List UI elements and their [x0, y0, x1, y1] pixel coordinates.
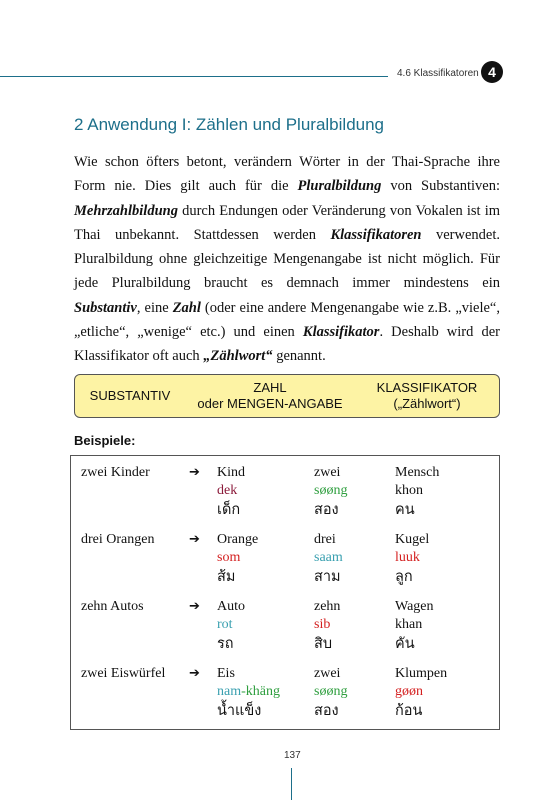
number-german: zwei	[314, 465, 341, 480]
formula-box	[74, 374, 500, 418]
number-cell	[314, 665, 347, 721]
noun-thai: น้ำแข็ง	[217, 703, 262, 719]
noun-german: Kind	[217, 465, 245, 480]
noun-transcription: som	[217, 550, 241, 565]
classifier-thai: ลูก	[395, 569, 413, 585]
classifier-german: Mensch	[395, 465, 440, 480]
classifier-cell	[395, 531, 429, 587]
formula-klassifikator-label: KLASSIFIKATOR	[376, 380, 478, 395]
formula-klassifikator-sublabel: („Zählwort“)	[393, 396, 461, 411]
text-run: (oder eine andere Mengenangabe wie z.B. „viele“, „etliche“, „wenige“ etc.) und einen	[74, 299, 500, 341]
number-thai: สาม	[314, 569, 341, 585]
number-thai: สิบ	[314, 636, 333, 652]
example-source: drei Orangen	[81, 532, 155, 547]
classifier-cell	[395, 598, 434, 654]
noun-thai: เด็ก	[217, 502, 241, 518]
classifier-transcription: khan	[395, 617, 423, 632]
noun-german: Orange	[217, 532, 259, 547]
number-cell	[314, 531, 343, 587]
formula-zahl-sublabel: oder MENGEN-ANGABE	[197, 396, 343, 411]
classifier-cell	[395, 665, 447, 721]
noun-transcription	[217, 683, 280, 701]
arrow-icon: ➔	[189, 599, 200, 614]
text-run: von Substantiven:	[381, 178, 500, 195]
formula-zahl-label: ZAHL	[253, 380, 287, 395]
text-run: genannt.	[272, 348, 326, 365]
text-run: , eine	[136, 299, 173, 316]
header-rule	[0, 76, 388, 77]
number-thai: สอง	[314, 703, 339, 719]
noun-transcription: rot	[217, 617, 233, 632]
number-transcription: sib	[314, 617, 331, 632]
emphasis-mehrzahlbildung: Mehrzahlbildung	[74, 202, 178, 219]
classifier-german: Wagen	[395, 599, 434, 614]
arrow-icon: ➔	[189, 532, 200, 547]
noun-transcription-part: -khäng	[241, 684, 280, 699]
noun-thai: ส้ม	[217, 569, 236, 585]
number-german: drei	[314, 532, 336, 547]
example-source: zehn Autos	[81, 599, 144, 614]
classifier-transcription: khon	[395, 483, 423, 498]
classifier-thai: คัน	[395, 636, 415, 652]
number-thai: สอง	[314, 502, 339, 518]
example-row	[71, 523, 499, 590]
text-run: verwendet. Pluralbildung ohne gleichzeitige Mengenangabe ist nicht möglich. Für jede Pluralbildung braucht es demnach immer mindestens ein	[74, 226, 500, 292]
text-run: durch Endungen oder Veränderung von Vokalen ist im Thai unbekannt. Stattdessen werden	[74, 202, 500, 243]
number-transcription: søøng	[314, 684, 348, 699]
arrow-icon: ➔	[189, 465, 200, 480]
classifier-transcription: gøøn	[395, 684, 423, 699]
classifier-german: Klumpen	[395, 666, 448, 681]
number-german: zehn	[314, 599, 341, 614]
example-row	[71, 456, 499, 523]
classifier-cell	[395, 464, 439, 520]
emphasis-klassifikatoren: Klassifikatoren	[330, 226, 422, 243]
example-source: zwei Kinder	[81, 465, 150, 480]
classifier-thai: คน	[395, 502, 415, 518]
number-german: zwei	[314, 666, 341, 681]
formula-zahl	[185, 375, 355, 417]
body-paragraph	[74, 150, 500, 369]
formula-substantiv-label: SUBSTANTIV	[89, 388, 171, 403]
examples-table	[70, 455, 500, 730]
text-run: Wie schon öfters betont, verändern Wörter in der Thai-Sprache ihre Form nie. Dies gilt auch für die	[74, 154, 500, 195]
noun-cell	[217, 665, 280, 721]
noun-thai: รถ	[217, 636, 234, 652]
formula-klassifikator	[355, 375, 499, 417]
chapter-number-badge: 4	[481, 61, 503, 83]
emphasis-pluralbildung: Pluralbildung	[297, 178, 382, 195]
noun-transcription: dek	[217, 483, 238, 498]
example-row	[71, 590, 499, 657]
noun-cell	[217, 598, 245, 654]
emphasis-substantiv: Substantiv	[74, 299, 137, 316]
page-number-rule	[291, 768, 292, 800]
classifier-german: Kugel	[395, 532, 430, 547]
noun-cell	[217, 531, 258, 587]
emphasis-zahl: Zahl	[172, 299, 201, 316]
number-cell	[314, 464, 347, 520]
noun-german: Auto	[217, 599, 245, 614]
noun-german: Eis	[217, 666, 235, 681]
emphasis-zaehlwort: „Zählwort“	[203, 348, 273, 365]
chapter-label: 4.6 Klassifikatoren	[397, 68, 479, 79]
example-source: zwei Eiswürfel	[81, 666, 166, 681]
noun-cell	[217, 464, 245, 520]
formula-substantiv	[75, 375, 185, 417]
text-run: . Deshalb wird der Klassifikator oft auch	[74, 324, 500, 365]
noun-transcription-part: nam	[217, 684, 242, 699]
classifier-transcription: luuk	[395, 550, 420, 565]
number-cell	[314, 598, 340, 654]
examples-heading: Beispiele:	[74, 433, 136, 448]
classifier-thai: ก้อน	[395, 703, 423, 719]
page-number: 137	[284, 750, 301, 761]
arrow-icon: ➔	[189, 666, 200, 681]
section-title: 2 Anwendung I: Zählen und Pluralbildung	[74, 115, 385, 134]
number-transcription: søøng	[314, 483, 348, 498]
example-row	[71, 657, 499, 724]
emphasis-klassifikator: Klassifikator	[302, 324, 380, 341]
number-transcription: saam	[314, 550, 343, 565]
